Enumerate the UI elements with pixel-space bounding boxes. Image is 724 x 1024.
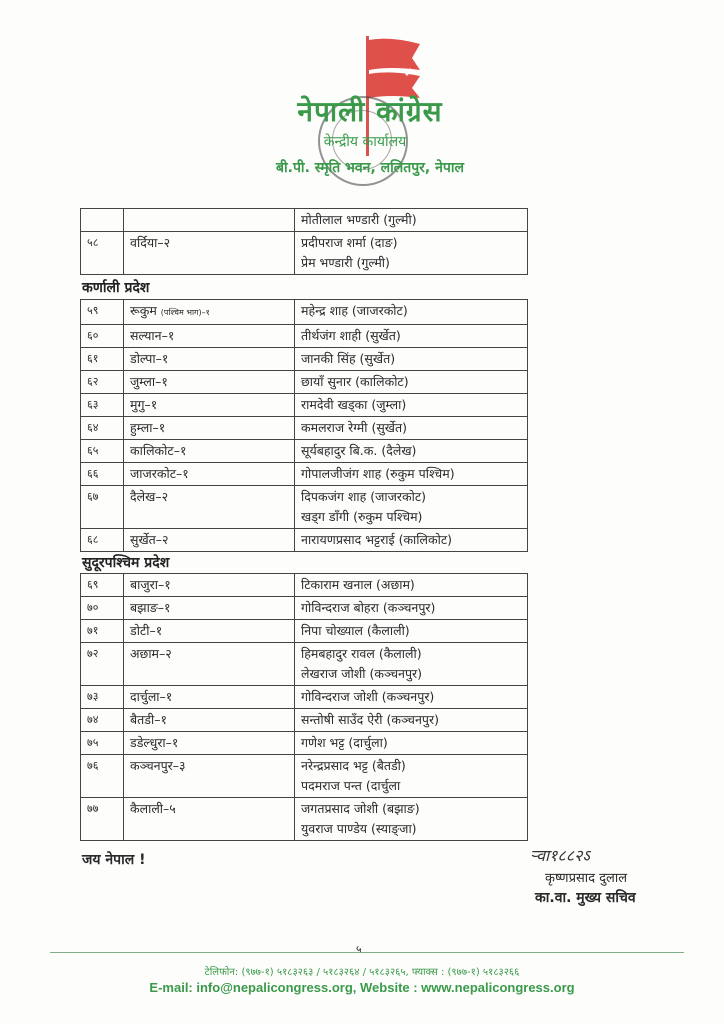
table-row [81, 209, 528, 232]
table-row [81, 232, 528, 275]
row-number: ६९ [81, 574, 124, 597]
table-row [81, 574, 528, 597]
table-row [81, 300, 528, 325]
candidate: महेन्द्र शाह (जाजरकोट) [301, 303, 408, 318]
row-number: ६५ [81, 440, 124, 463]
candidate: छायाँ सुनार (कालिकोट) [301, 374, 409, 389]
table-row [81, 755, 528, 798]
signature: ऱ्वा१८८२ऽ [530, 846, 590, 865]
table-row [81, 325, 528, 348]
constituency [124, 209, 295, 232]
candidate: मोतीलाल भण्डारी (गुल्मी) [301, 212, 417, 227]
table-row [81, 529, 528, 552]
row-number: ७१ [81, 620, 124, 643]
candidate: गोविन्दराज जोशी (कञ्चनपुर) [301, 689, 435, 704]
candidate: गोविन्दराज बोहरा (कञ्चनपुर) [301, 600, 436, 615]
candidate: लेखराज जोशी (कञ्चनपुर) [301, 666, 423, 681]
row-number: ६२ [81, 371, 124, 394]
row-number: ५८ [81, 232, 124, 275]
constituency: बैतडी–१ [124, 709, 295, 732]
signer-title: का.वा. मुख्य सचिव [535, 890, 636, 906]
constituency: डोटी–१ [124, 620, 295, 643]
constituency: हुम्ला–१ [124, 417, 295, 440]
candidate: दिपकजंग शाह (जाजरकोट) [301, 489, 427, 504]
constituency-sub: (पश्चिम भाग)–१ [160, 308, 210, 317]
candidate: कमलराज रेग्मी (सुर्खेत) [301, 420, 408, 435]
candidate: प्रदीपराज शर्मा (दाङ) [301, 235, 398, 250]
table-row [81, 798, 528, 841]
constituency: जुम्ला–१ [124, 371, 295, 394]
signer-name: कृष्णप्रसाद दुलाल [545, 871, 628, 886]
row-number: ७७ [81, 798, 124, 841]
candidate: रामदेवी खड्का (जुम्ला) [301, 397, 407, 412]
candidate: नारायणप्रसाद भट्टराई (कालिकोट) [301, 532, 453, 547]
candidate: जानकी सिंह (सुर्खेत) [301, 351, 396, 366]
constituency: बाजुरा–१ [124, 574, 295, 597]
row-number: ६० [81, 325, 124, 348]
row-number: ६७ [81, 486, 124, 529]
footer-contact: E-mail: info@nepalicongress.org, Website : www.nepalicongress.org [149, 980, 575, 995]
candidate: टिकाराम खनाल (अछाम) [301, 577, 415, 592]
constituency: कालिकोट–१ [124, 440, 295, 463]
candidate: सन्तोषी साउँद ऐरी (कञ्चनपुर) [301, 712, 440, 727]
constituency: मुगु–१ [124, 394, 295, 417]
constituency: बझाङ–१ [124, 597, 295, 620]
table-row [81, 709, 528, 732]
table-row [81, 486, 528, 529]
constituency: रूकुम [130, 303, 157, 318]
table-row [81, 686, 528, 709]
candidate: जगतप्रसाद जोशी (बझाङ) [301, 801, 420, 816]
candidate: प्रेम भण्डारी (गुल्मी) [301, 255, 390, 270]
constituency: कञ्चनपुर–३ [124, 755, 295, 798]
row-number: ७२ [81, 643, 124, 686]
candidate: निपा चोख्याल (कैलाली) [301, 623, 410, 638]
candidate-table-continued [80, 208, 528, 275]
candidate-table-karnali [80, 299, 528, 552]
page-number: ५ [356, 943, 362, 956]
row-number: ६६ [81, 463, 124, 486]
row-number: ७६ [81, 755, 124, 798]
candidate: हिमबहादुर रावल (कैलाली) [301, 646, 422, 661]
table-row [81, 440, 528, 463]
row-number: ६१ [81, 348, 124, 371]
candidate: पदमराज पन्त (दार्चुला [301, 778, 401, 793]
candidate: सूर्यबहादुर बि.क. (दैलेख) [301, 443, 417, 458]
table-row [81, 643, 528, 686]
candidate: तीर्थजंग शाही (सुर्खेत) [301, 328, 401, 343]
constituency: अछाम–२ [124, 643, 295, 686]
footer-divider [50, 952, 684, 953]
party-name: नेपाली कांग्रेस [297, 95, 443, 128]
closing-salutation: जय नेपाल ! [82, 852, 146, 868]
table-row [81, 597, 528, 620]
table-row [81, 463, 528, 486]
row-number [81, 209, 124, 232]
table-row [81, 732, 528, 755]
row-number: ७५ [81, 732, 124, 755]
row-number: ६३ [81, 394, 124, 417]
table-row [81, 371, 528, 394]
row-number: ७३ [81, 686, 124, 709]
candidate-table-sudurpaschim [80, 573, 528, 841]
constituency: कैलाली–५ [124, 798, 295, 841]
table-row [81, 394, 528, 417]
row-number: ७० [81, 597, 124, 620]
candidate: गणेश भट्ट (दार्चुला) [301, 735, 388, 750]
candidate: गोपालजीजंग शाह (रुकुम पश्चिम) [301, 466, 455, 481]
table-row [81, 620, 528, 643]
constituency: जाजरकोट–१ [124, 463, 295, 486]
constituency: सुर्खेत–२ [124, 529, 295, 552]
footer-phone: टेलिफोन: (९७७-१) ५१८३२६३ / ५१८३२६४ / ५१८३२६५, फ्याक्स : (९७७-१) ५१८३२६६ [204, 967, 520, 978]
row-number: ६४ [81, 417, 124, 440]
table-row [81, 348, 528, 371]
constituency: दैलेख–२ [124, 486, 295, 529]
row-number: ६८ [81, 529, 124, 552]
candidate: नरेन्द्रप्रसाद भट्ट (बैतडी) [301, 758, 406, 773]
candidate: युवराज पाण्डेय (स्याङ्जा) [301, 821, 417, 836]
candidate: खड्ग डाँगी (रुकुम पश्चिम) [301, 509, 423, 524]
province-heading-karnali: कर्णाली प्रदेश [82, 280, 150, 296]
constituency: सल्यान–१ [124, 325, 295, 348]
constituency: डडेल्धुरा–१ [124, 732, 295, 755]
office-address: बी.पी. स्मृति भवन, ललितपुर, नेपाल [276, 160, 464, 176]
row-number: ५९ [81, 300, 124, 325]
constituency: वर्दिया–२ [124, 232, 295, 275]
constituency: डोल्पा–१ [124, 348, 295, 371]
constituency: दार्चुला–१ [124, 686, 295, 709]
table-row [81, 417, 528, 440]
office-name: केन्द्रीय कार्यालय [323, 134, 407, 150]
row-number: ७४ [81, 709, 124, 732]
province-heading-sudurpaschim: सुदूरपश्चिम प्रदेश [82, 555, 170, 571]
